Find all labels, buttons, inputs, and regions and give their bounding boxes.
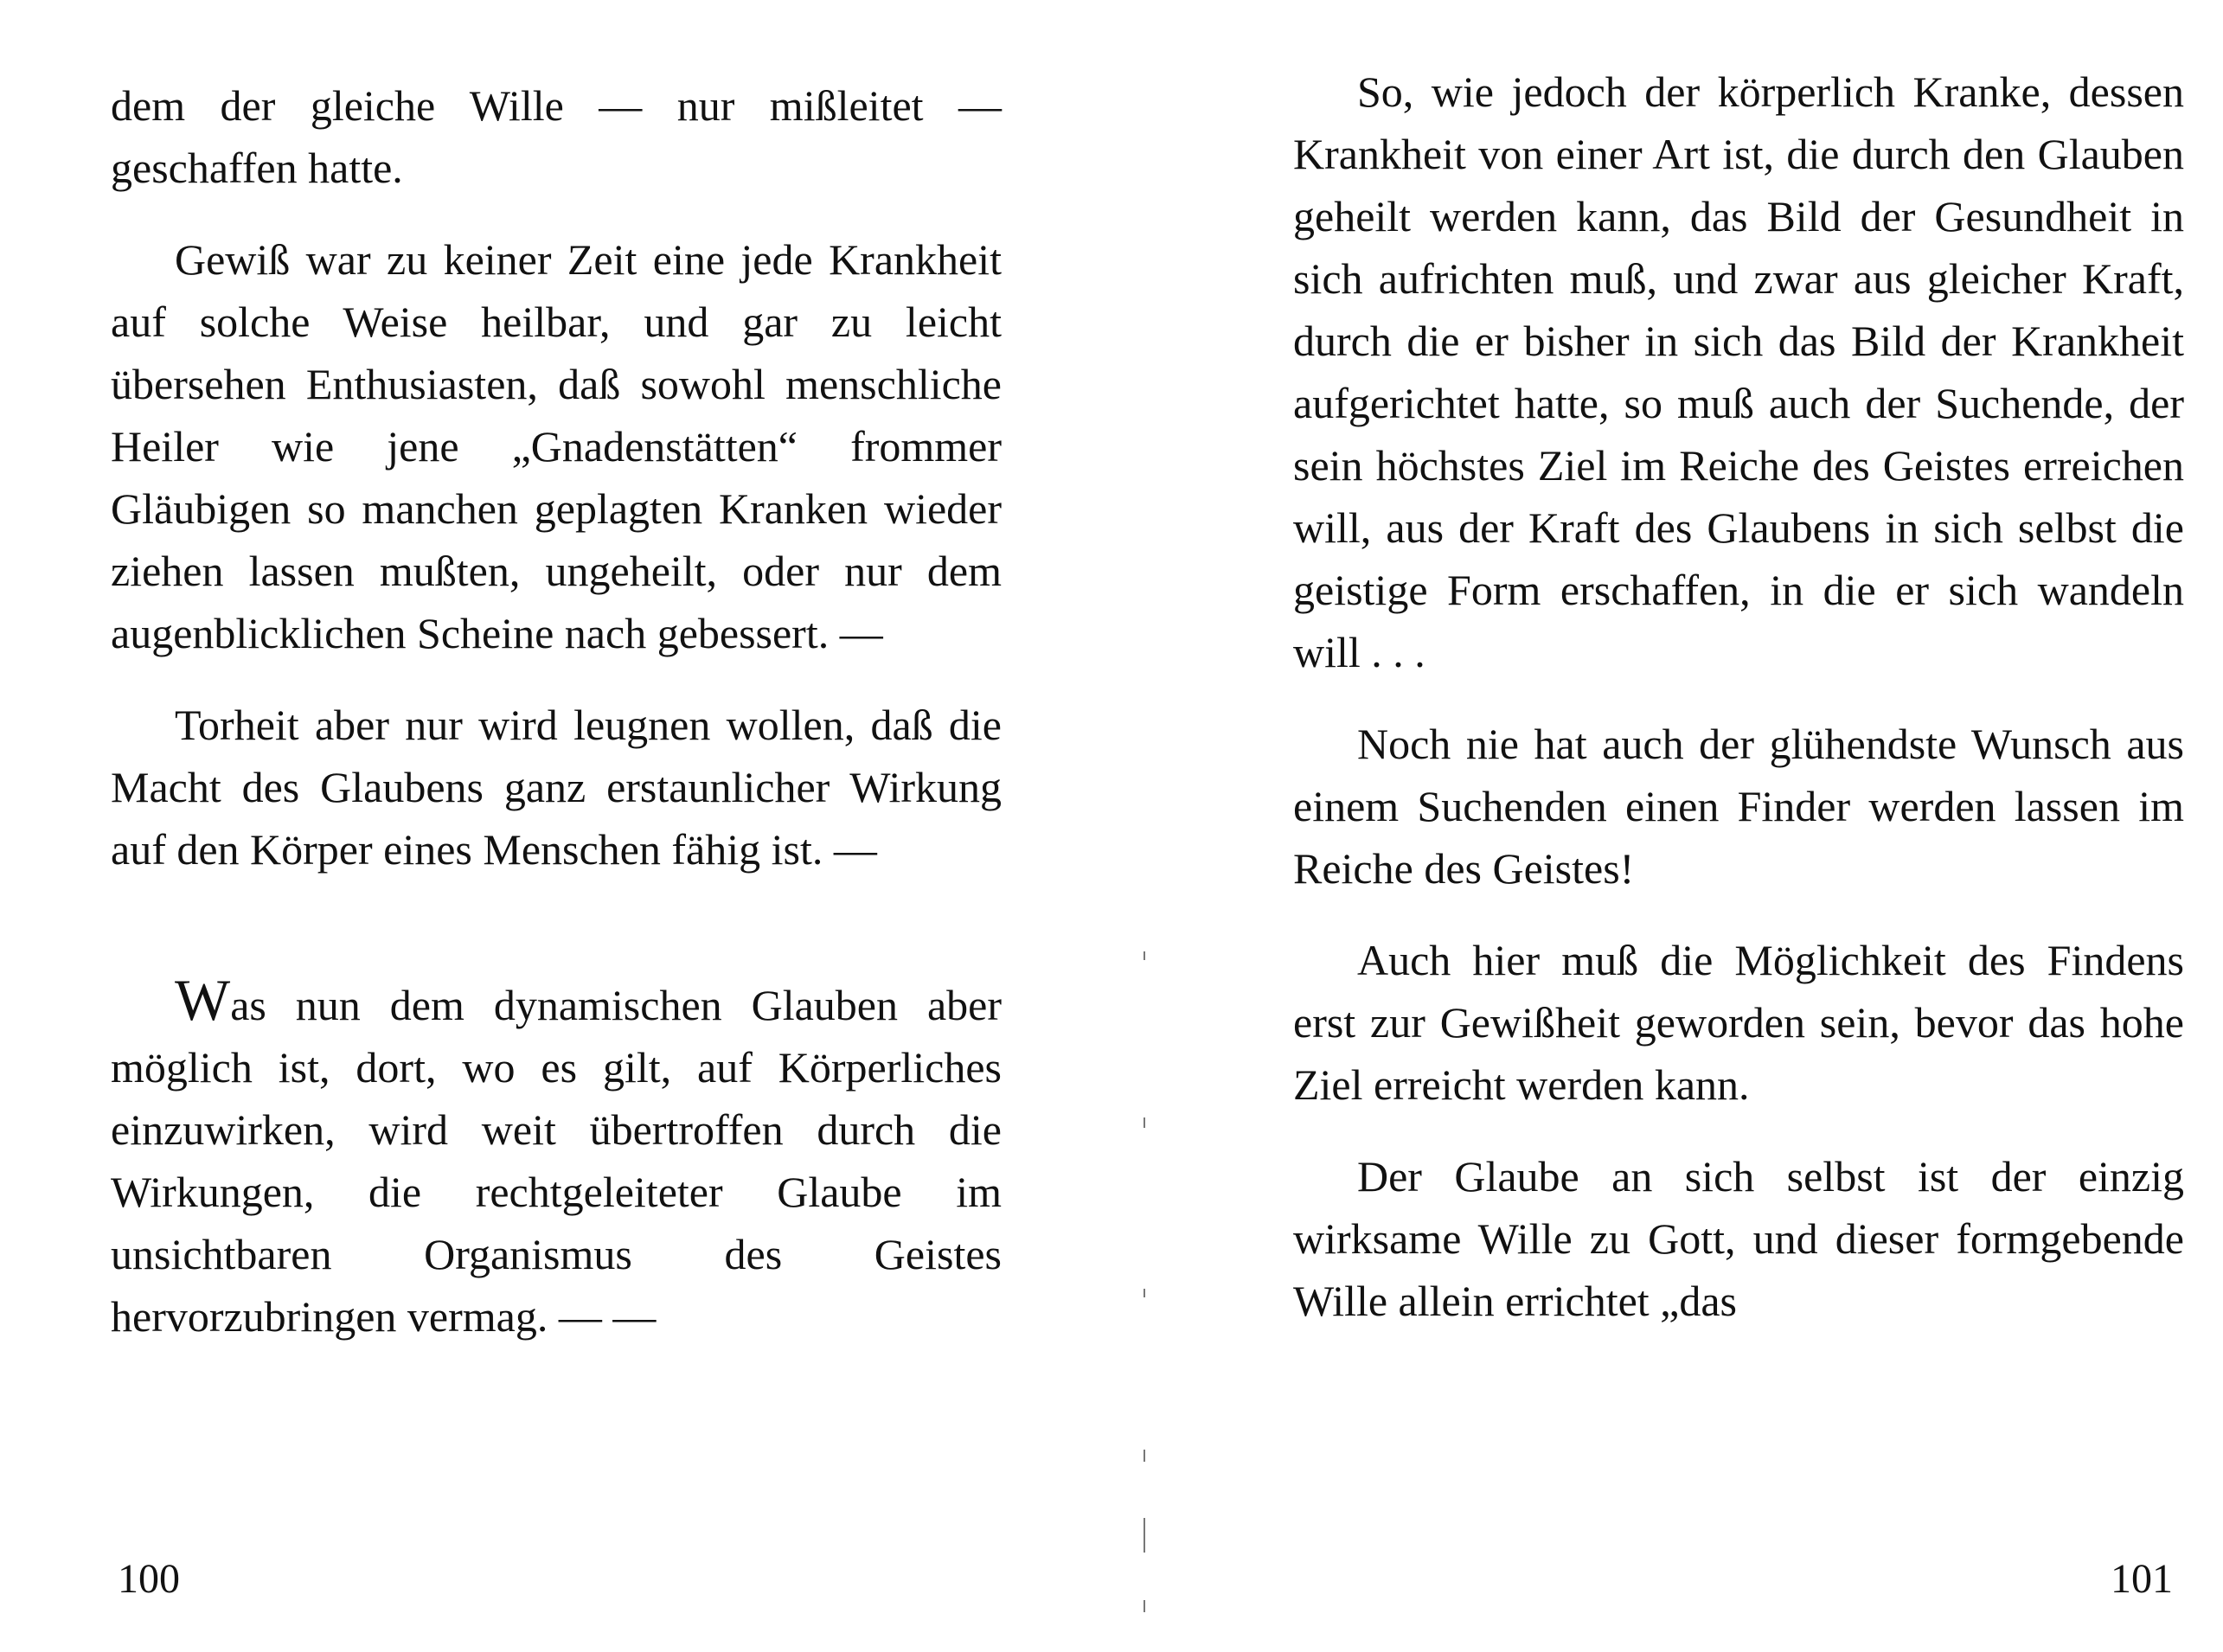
right-page-number: 101 — [2111, 1556, 2173, 1602]
left-section-paragraph — [111, 967, 1002, 1348]
left-page-number: 100 — [118, 1556, 180, 1602]
right-page — [1112, 0, 2223, 1652]
right-paragraph-4: Der Glaube an sich selbst ist der einzig wirksame Wille zu Gott, und dieser formgebende Wille allein errichtet „das — [1293, 1152, 2184, 1325]
section-text: as nun dem dynamischen Glauben aber möglich ist, dort, wo es gilt, auf Körperliches einzuwirken, wird weit übertroffen durch die Wirkungen, die rechtgeleiteter Glaube im unsichtbaren Organismus des Geistes hervorzubringen vermag. — — — [111, 981, 1002, 1341]
left-paragraph-3: Torheit aber nur wird leugnen wollen, daß die Macht des Glaubens ganz erstaunlicher Wirkung auf den Körper eines Menschen fähig ist. — — [111, 701, 1002, 874]
right-paragraph-1: So, wie jedoch der körperlich Kranke, dessen Krankheit von einer Art ist, die durch den Glauben geheilt werden kann, das Bild der Gesundheit in sich aufrichten muß, und zwar aus gleicher Kraft, durch die er bisher in sich das Bild der Krankheit aufgerichtet hatte, so muß auch der Suchende, der sein höchstes Ziel im Reiche des Geistes erreichen will, aus der Kraft des Glaubens in sich selbst die geistige Form erschaffen, in die er sich wandeln will . . . — [1293, 67, 2184, 676]
left-paragraph-1: dem der gleiche Wille — nur mißleitet — geschaffen hatte. — [111, 81, 1002, 192]
right-page-text — [1293, 61, 2184, 1361]
left-paragraph-2: Gewiß war zu keiner Zeit eine jede Krankheit auf solche Weise heilbar, und gar zu leicht übersehen Enthusiasten, daß sowohl menschliche Heiler wie jene „Gnadenstätten“ frommer Gläubigen so manchen geplagten Kranken wieder ziehen lassen mußten, ungeheilt, oder nur dem augenblicklichen Scheine nach gebessert. — — [111, 235, 1002, 657]
section-initial: W — [175, 967, 231, 1033]
right-paragraph-2: Noch nie hat auch der glühendste Wunsch aus einem Suchenden einen Finder werden lassen im Reiche des Geistes! — [1293, 720, 2184, 893]
left-page-text — [111, 74, 1002, 1377]
right-paragraph-3: Auch hier muß die Möglichkeit des Findens erst zur Gewißheit geworden sein, bevor das hohe Ziel erreicht werden kann. — [1293, 936, 2184, 1109]
